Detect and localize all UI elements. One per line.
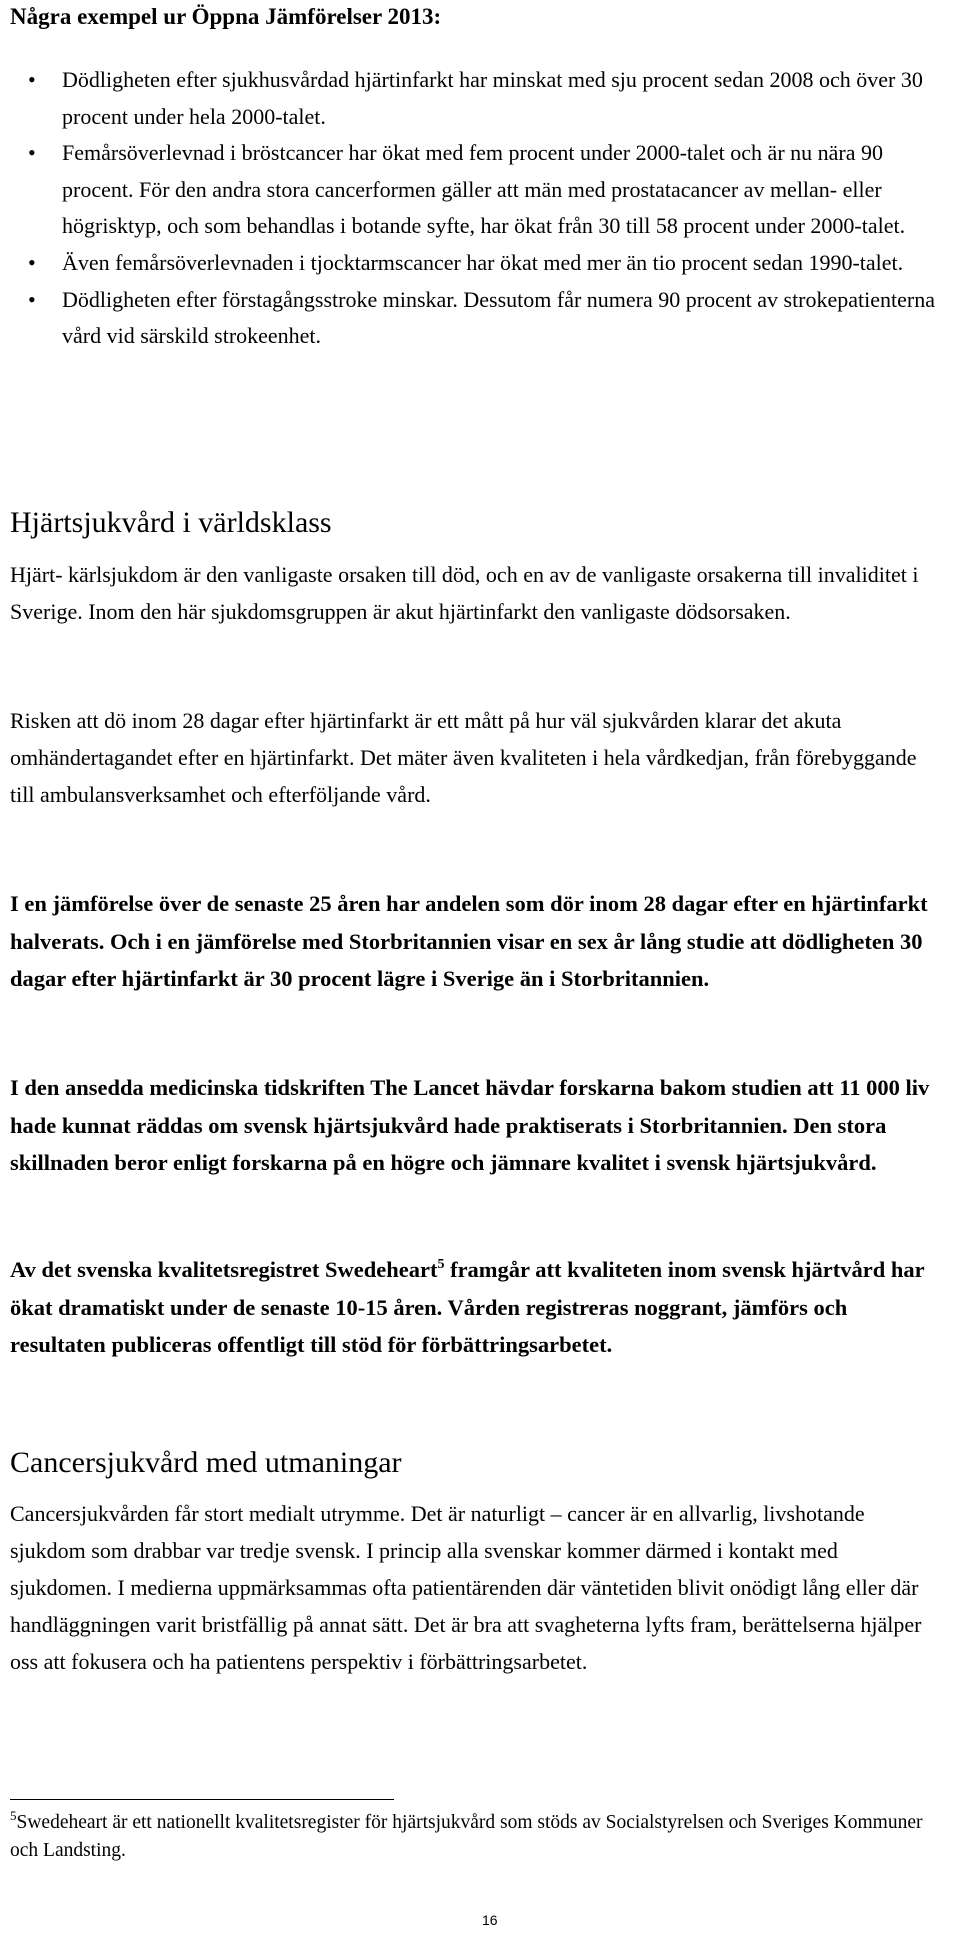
heart-paragraph-1: Hjärt- kärlsjukdom är den vanligaste orsaken till död, och en av de vanligaste orsakerna till invaliditet i Sverige. Inom den här sjukdomsgruppen är akut hjärtinfarkt den vanligaste dödsorsaken. (10, 562, 919, 624)
footnote-number: 5 (10, 1808, 17, 1823)
bullet-item (10, 62, 945, 135)
swedeheart-text-end: framgår att kvaliteten inom svensk hjärtvård har ökat dramatiskt under de senaste 10-15 åren. Vården registreras noggrant, jämförs och resultaten publiceras offentligt till stöd för förbättringsarbetet. (10, 1257, 925, 1357)
bullet-text: Dödligheten efter förstagångsstroke minskar. Dessutom får numera 90 procent av strokepatienterna vård vid särskild strokeenhet. (62, 286, 935, 349)
bullet-dot: • (28, 286, 36, 312)
heart-care-heading: Hjärtsjukvård i världsklass (10, 506, 332, 539)
bullet-item (10, 282, 945, 355)
page-number: 16 (482, 1912, 498, 1928)
bullet-item (10, 245, 945, 282)
heart-paragraph-2: Risken att dö inom 28 dagar efter hjärtinfarkt är ett mått på hur väl sjukvården klarar det akuta omhändertagandet efter en hjärtinfarkt. Det mäter även kvaliteten i hela vårdkedjan, från förebyggande till ambulansverksamhet och efterföljande vård. (10, 708, 917, 807)
heart-bold-paragraph-3 (10, 1251, 945, 1364)
examples-heading: Några exempel ur Öppna Jämförelser 2013: (10, 4, 442, 29)
bullet-text: Dödligheten efter sjukhusvårdad hjärtinfarkt har minskat med sju procent sedan 2008 och över 30 procent under hela 2000-talet. (62, 67, 923, 129)
bullet-text: Femårsöverlevnad i bröstcancer har ökat med fem procent under 2000-talet och är nu nära 90 procent. För den andra stora cancerformen gäller att män med prostatacancer av mellan- eller högrisktyp, och som behandlas i botande syfte, har ökat från 30 till 58 procent under 2000-talet. (62, 140, 906, 239)
bullet-dot: • (28, 140, 36, 166)
footnote-separator (10, 1799, 394, 1800)
cancer-paragraph: Cancersjukvården får stort medialt utrymme. Det är naturligt – cancer är en allvarlig, livshotande sjukdom som drabbar var tredje svensk. I princip alla svenskar kommer därmed i kontakt med sjukdomen. I medierna uppmärksammas ofta patientärenden där väntetiden blivit onödigt lång eller där handläggningen varit bristfällig på annat sätt. Det är bra att svagheterna lyfts fram, berättelserna hjälper oss att fokusera och ha patientens perspektiv i förbättringsarbetet. (10, 1501, 922, 1674)
cancer-care-heading: Cancersjukvård med utmaningar (10, 1446, 402, 1479)
bullet-dot: • (28, 67, 36, 92)
footnote-text: Swedeheart är ett nationellt kvalitetsregister för hjärtsjukvård som stöds av Socialstyrelsen och Sveriges Kommuner och Landsting. (10, 1812, 923, 1861)
bullet-dot: • (28, 249, 36, 275)
heart-bold-paragraph-1: I en jämförelse över de senaste 25 åren har andelen som dör inom 28 dagar efter en hjärtinfarkt halverats. Och i en jämförelse med Storbritannien visar en sex år lång studie att dödligheten 30 dagar efter hjärtinfarkt är 30 procent lägre i Sverige än i Storbritannien. (10, 891, 928, 991)
footnote (10, 1809, 945, 1865)
bullet-text: Även femårsöverlevnaden i tjocktarmscancer har ökat med mer än tio procent sedan 1990-talet. (62, 249, 904, 275)
heart-bold-paragraph-2: I den ansedda medicinska tidskriften The Lancet hävdar forskarna bakom studien att 11 000 liv hade kunnat räddas om svensk hjärtsjukvård hade praktiserats i Storbritannien. Den stora skillnaden beror enligt forskarna på en högre och jämnare kvalitet i svensk hjärtsjukvård. (10, 1075, 930, 1175)
footnote-reference[interactable]: 5 (437, 1257, 445, 1272)
bullet-item (10, 135, 945, 245)
swedeheart-text-start: Av det svenska kvalitetsregistret Swedeheart (10, 1257, 438, 1282)
examples-bullet-list (10, 62, 945, 355)
